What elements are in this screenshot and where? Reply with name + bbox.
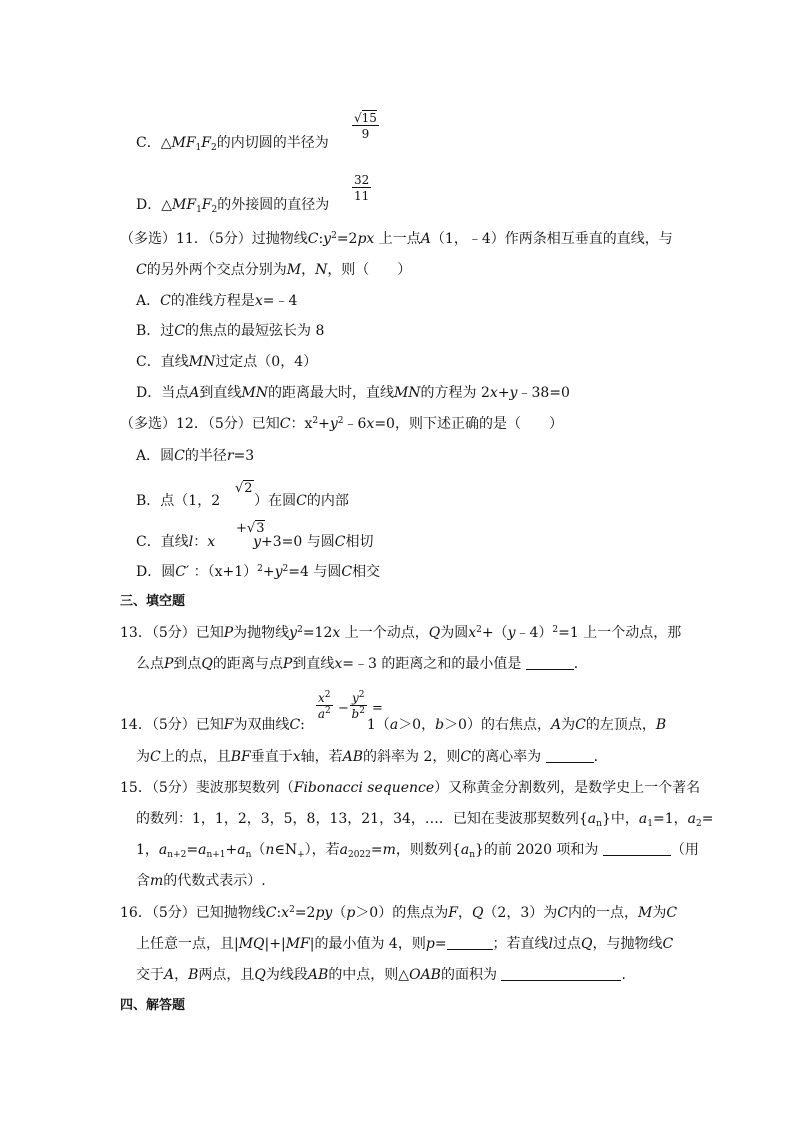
q14-line2: 为C上的点，且BF垂直于x轴，若AB的斜率为 2，则C的离心率为 ．	[136, 749, 608, 765]
answer-blank[interactable]	[526, 657, 574, 670]
q11-option-d: D．当点A到直线MN的距离最大时，直线MN的方程为 2x+y﹣38=0	[136, 385, 570, 401]
q14-equals: =	[372, 701, 383, 716]
q11-option-b: B．过C的焦点的最短弦长为 8	[136, 323, 325, 339]
q12-stem: （多选）12．（5分）已知C：$x^2+y^2﹣6x=0$，则下述正确的是（ ）	[120, 416, 563, 432]
q10c-fraction: $\frac{√15}{9}$	[354, 111, 377, 141]
q11-option-c: C．直线MN过定点（0，4）	[136, 354, 318, 370]
q14-fraction-x: $\frac{x^2}{a^2}$	[317, 690, 331, 721]
q12c-sqrt: +√3	[236, 521, 265, 536]
section-heading-fill-in: 三、填空题	[120, 594, 186, 609]
q13-line2: 么点P到点Q的距离与点P到直线x=﹣3 的距离之和的最小值是 ．	[136, 656, 588, 672]
q10-option-d: D．$\triangle MF_1F_2$的外接圆的直径为	[136, 197, 330, 215]
q16-line3: 交于A，B两点，且Q为线段AB的中点，则△OAB的面积为 ．	[136, 967, 636, 983]
q14-minus: −	[338, 701, 349, 716]
q12-option-d: D．圆C′ ：$(x+1)^2+y^2=4$ 与圆C相交	[136, 564, 381, 580]
q12-option-a: A．圆C的半径r=3	[136, 448, 255, 464]
answer-blank[interactable]	[546, 750, 594, 763]
q15-line3: 1，$a_{n+2}=a_{n+1}+a_n(n\in N_+)$，若$a_{2022}=m$，则数列$\{a_n\}$的前 2020 项和为 （用	[136, 842, 699, 860]
q14-fraction-y: $\frac{y^2}{b^2}$	[351, 690, 365, 721]
answer-blank[interactable]	[603, 843, 671, 856]
q14-line1: 14．（5分）已知F为双曲线C: 1（a＞0，b＞0）的右焦点，A为C的左顶点，B	[120, 717, 667, 733]
q12-option-c: C．直线l：x y+3=0 与圆C相切	[136, 534, 374, 550]
q13-line1: 13．（5分）已知P为抛物线$y^2=12x$ 上一个动点，Q为圆$x^2+(y﹣4)^2=1$ 上一个动点，那	[120, 625, 682, 641]
section-heading-answer: 四、解答题	[120, 998, 186, 1013]
answer-blank[interactable]	[501, 968, 621, 981]
q15-line4: 含m的代数式表示）.	[136, 873, 266, 889]
q16-line1: 16．（5分）已知抛物线$C:x^2=2py(p>0)$的焦点为F，Q（2，3）为C内的一点，M为C	[120, 905, 678, 921]
q11-option-a: A．C的准线方程是x=﹣4	[136, 293, 298, 309]
q11-stem-line2: C的另外两个交点分别为M，N，则（ ）	[136, 262, 412, 278]
q12b-sqrt: √2	[235, 481, 253, 496]
q10-option-c: C．$\triangle MF_1F_2$的内切圆的半径为	[136, 135, 329, 153]
q12-option-b: B．点（1，2 ）在圆C的内部	[136, 493, 349, 509]
q15-line1: 15．（5分）斐波那契数列（Fibonacci sequence）又称黄金分割数列，是数学史上一个著名	[120, 780, 701, 796]
q15-line2: 的数列：1，1，2，3，5，8，13，21，34，…．已知在斐波那契数列$\{a_n\}$中，$a_1=1$，$a_2=$	[136, 811, 714, 829]
q10d-fraction: $\frac{32}{11}$	[354, 173, 370, 203]
q16-line2: 上任意一点，且|MQ|+|MF|的最小值为 4，则p= ；若直线l过点Q，与抛物线C	[136, 936, 674, 952]
q11-stem-line1: （多选）11．（5分）过抛物线$C:y^2=2px$ 上一点A（1，﹣4）作两条相互垂直的直线，与	[120, 231, 673, 247]
answer-blank[interactable]	[447, 937, 493, 950]
